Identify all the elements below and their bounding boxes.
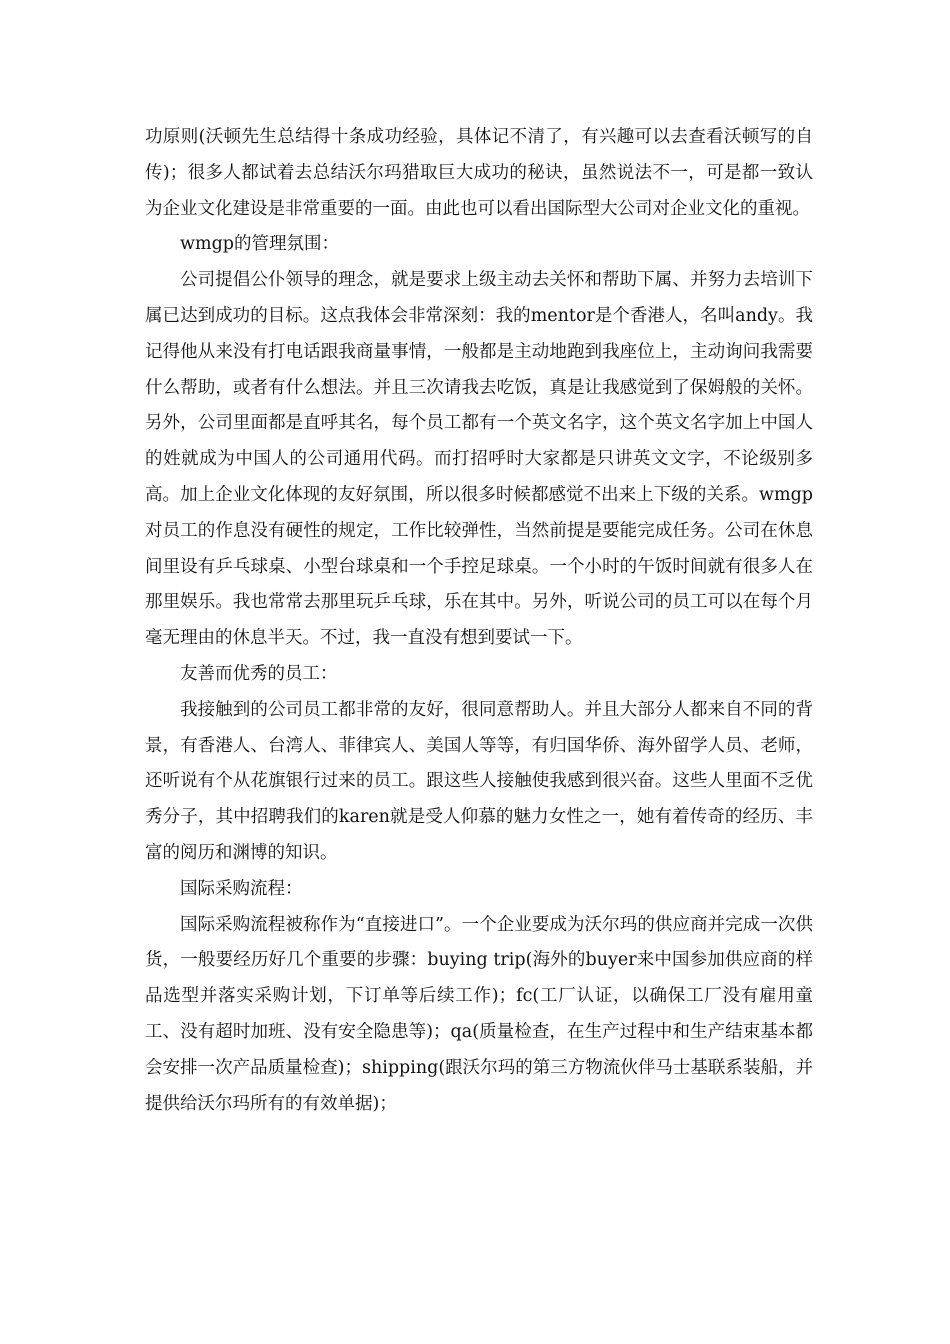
- paragraph-procurement-process: 国际采购流程被称作为“直接进口”。一个企业要成为沃尔玛的供应商并完成一次供货，一般要经历好几个重要的步骤：buying trip(海外的buyer来中国参加供应商的样品选型并落实采购计划，下订单等后续工作)；fc(工厂认证，以确保工厂没有雇用童工、没有超时加班、没有安全隐患等)；qa(质量检查，在生产过程中和生产结束基本都会安排一次产品质量检查)；shipping(跟沃尔玛的第三方物流伙伴马士基联系装船，并提供给沃尔玛所有的有效单据)；: [145, 914, 813, 1114]
- heading-friendly-employees: 友善而优秀的员工：: [180, 663, 338, 684]
- document-body: [145, 120, 813, 1122]
- paragraph-walton-principles: 功原则(沃顿先生总结得十条成功经验，具体记不清了，有兴趣可以去查看沃顿写的自传)；很多人都试着去总结沃尔玛猎取巨大成功的秘诀，虽然说法不一，可是都一致认为企业文化建设是非常重要的一面。由此也可以看出国际型大公司对企业文化的重视。: [145, 127, 813, 219]
- heading-procurement-process: 国际采购流程：: [180, 878, 303, 899]
- paragraph-servant-leadership: 公司提倡公仆领导的理念，就是要求上级主动去关怀和帮助下属、并努力去培训下属已达到成功的目标。这点我体会非常深刻：我的mentor是个香港人，名叫andy。我记得他从来没有打电话跟我商量事情，一般都是主动地跑到我座位上，主动询问我需要什么帮助，或者有什么想法。并且三次请我去吃饭，真是让我感觉到了保姆般的关怀。另外，公司里面都是直呼其名，每个员工都有一个英文名字，这个英文名字加上中国人的姓就成为中国人的公司通用代码。而打招呼时大家都是只讲英文文字，不论级别多高。加上企业文化体现的友好氛围，所以很多时候都感觉不出来上下级的关系。wmgp对员工的作息没有硬性的规定，工作比较弹性，当然前提是要能完成任务。公司在休息间里设有乒乓球桌、小型台球桌和一个手控足球桌。一个小时的午饭时间就有很多人在那里娱乐。我也常常去那里玩乒乓球，乐在其中。另外，听说公司的员工可以在每个月毫无理由的休息半天。不过，我一直没有想到要试一下。: [145, 270, 813, 649]
- heading-management-atmosphere: wmgp的管理氛围：: [180, 234, 339, 255]
- paragraph-employees: 我接触到的公司员工都非常的友好，很同意帮助人。并且大部分人都来自不同的背景，有香港人、台湾人、菲律宾人、美国人等等，有归国华侨、海外留学人员、老师，还听说有个从花旗银行过来的员工。跟这些人接触使我感到很兴奋。这些人里面不乏优秀分子，其中招聘我们的karen就是受人仰慕的魅力女性之一，她有着传奇的经历、丰富的阅历和渊博的知识。: [145, 699, 813, 863]
